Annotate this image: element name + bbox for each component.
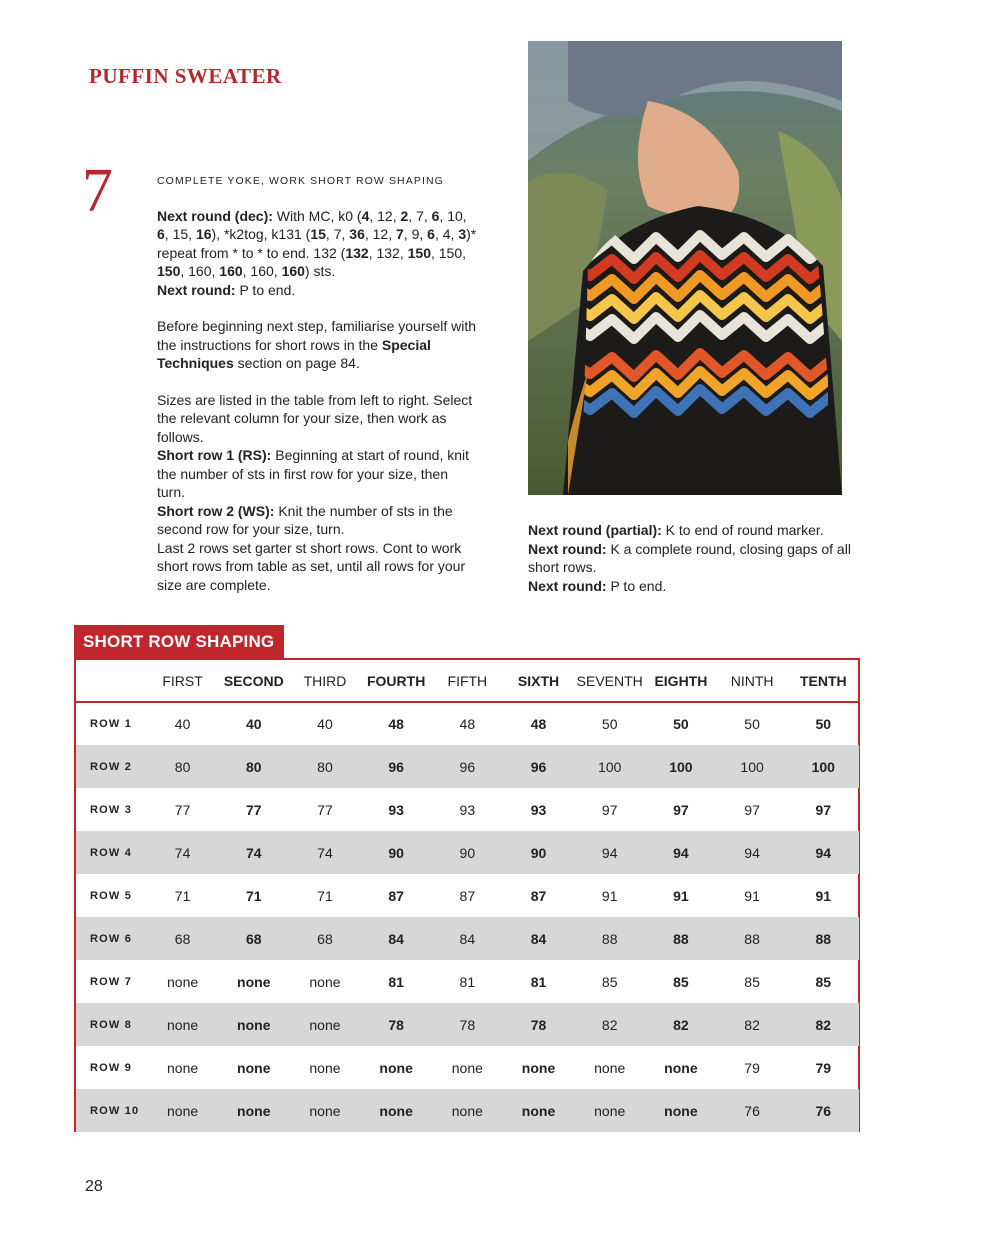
table-cell: 82	[601, 1016, 618, 1033]
page-title: PUFFIN SWEATER	[89, 64, 282, 88]
table-cell: 96	[459, 758, 476, 775]
table-cell: 94	[744, 844, 760, 861]
table-cell: 84	[459, 930, 476, 947]
table-cell: none	[379, 1059, 413, 1076]
short-row-table	[74, 658, 860, 1132]
table-cell: 90	[459, 844, 476, 861]
table-cell: none	[594, 1102, 626, 1119]
special-techniques-ref: Special Techniques	[157, 336, 431, 371]
sizes-paragraph	[157, 391, 477, 595]
table-cell: 50	[744, 716, 760, 732]
dec-text-part: With MC, k0 (	[272, 207, 362, 224]
table-row	[76, 874, 859, 917]
table-cell: none	[237, 973, 271, 990]
dec-text-part: , 7,	[408, 207, 432, 224]
table-cell: 96	[530, 758, 547, 775]
table-cell: 100	[811, 758, 835, 775]
dec-text-part: 132	[345, 244, 369, 261]
table-cell: 88	[744, 930, 760, 947]
table-cell: 81	[388, 973, 404, 990]
corner-cell	[76, 660, 147, 702]
table-cell: 94	[601, 844, 618, 861]
dec-text-part: 6	[157, 226, 165, 242]
table-cell: 97	[744, 801, 760, 818]
table-cell: none	[379, 1102, 413, 1119]
table-cell: none	[237, 1059, 271, 1076]
row-label: ROW 10	[90, 1104, 140, 1117]
table-cell: 40	[317, 716, 333, 732]
row-label: ROW 1	[90, 718, 133, 730]
short-row-table-title: SHORT ROW SHAPING	[74, 625, 284, 658]
table-cell: 78	[388, 1016, 404, 1033]
short-row-1-text: Beginning at start of round, knit the number of sts in first row for your size, then turn.	[157, 447, 470, 500]
table-row	[76, 960, 859, 1003]
table-cell: none	[521, 1059, 556, 1076]
table-cell: 71	[174, 887, 191, 904]
table-cell: 91	[673, 887, 689, 904]
sizes-text: Sizes are listed in the table from left to right. Select the relevant column for your size, then work as follows.	[157, 391, 473, 445]
dec-text-part: , 15,	[164, 226, 196, 242]
dec-text-part: 15	[310, 226, 326, 242]
table-cell: 78	[459, 1016, 476, 1033]
table-row	[76, 702, 859, 745]
column-header: NINTH	[717, 660, 788, 702]
dec-text-part: , 10,	[439, 207, 467, 224]
column-header: FIFTH	[432, 660, 503, 702]
next-round-purl-text: P to end.	[235, 281, 296, 298]
table-cell: 97	[815, 801, 832, 818]
table-row	[76, 788, 859, 831]
table-cell: 80	[174, 758, 191, 775]
table-cell: 100	[669, 758, 693, 775]
short-row-2-text: Knit the number of sts in the second row for your size, turn.	[157, 502, 453, 537]
dec-text-part: , 150,	[430, 244, 467, 261]
table-row	[76, 831, 859, 874]
table-cell: none	[664, 1059, 698, 1076]
table-cell: 88	[815, 930, 832, 947]
table-cell: 81	[459, 973, 476, 990]
dec-text-part: 36	[349, 226, 365, 242]
table-cell: none	[664, 1102, 698, 1119]
table-cell: 79	[815, 1059, 832, 1076]
table-cell: 93	[530, 801, 547, 818]
dec-text-part: 6	[427, 226, 435, 242]
table-cell: none	[309, 973, 341, 990]
table-cell: 68	[317, 930, 333, 947]
table-cell: 79	[744, 1059, 760, 1076]
instructions-column	[157, 172, 477, 612]
dec-text-part: , 160,	[180, 263, 220, 279]
table-row	[76, 1003, 859, 1046]
table-cell: 71	[317, 887, 333, 904]
table-cell: none	[451, 1059, 483, 1076]
table-cell: none	[167, 1059, 199, 1076]
table-cell: 50	[673, 716, 689, 732]
row-label: ROW 7	[90, 975, 133, 988]
table-cell: 74	[245, 844, 262, 861]
dec-text-part: , 4,	[434, 226, 459, 242]
table-cell: 77	[317, 801, 333, 818]
table-cell: none	[594, 1059, 626, 1076]
table-cell: none	[309, 1059, 341, 1076]
next-round-purl-label: Next round:	[157, 281, 236, 298]
dec-text-part: , 7,	[325, 226, 350, 242]
table-cell: 82	[673, 1016, 689, 1033]
table-cell: 88	[673, 930, 689, 947]
table-cell: 96	[388, 758, 404, 775]
table-cell: 87	[388, 887, 404, 904]
dec-text-part: 3	[458, 226, 467, 242]
table-cell: none	[237, 1102, 271, 1119]
row-label: ROW 8	[90, 1018, 133, 1031]
column-header: TENTH	[788, 660, 859, 702]
table-cell: 91	[815, 887, 832, 904]
table-cell: 40	[245, 716, 262, 732]
table-cell: 82	[815, 1016, 832, 1033]
table-row	[76, 1089, 859, 1132]
row-label: ROW 9	[90, 1061, 133, 1074]
sweater-photo	[528, 41, 842, 495]
table-cell: 82	[744, 1016, 760, 1033]
table-cell: none	[521, 1102, 556, 1119]
table-cell: 88	[601, 930, 618, 947]
column-header: FOURTH	[361, 660, 432, 702]
table-cell: 81	[530, 973, 547, 990]
row-label: ROW 4	[90, 846, 133, 859]
dec-text-part: , 132,	[368, 244, 408, 261]
right-notes: Next round (partial): K to end of round marker. Next round: K a complete round, closing gaps of all short rows. Next round: P to end.	[528, 522, 851, 594]
dec-text-part: 150	[407, 244, 431, 261]
table-cell: 78	[530, 1016, 547, 1033]
dec-text-part: 4	[361, 207, 370, 224]
dec-text-part: 160	[281, 263, 305, 279]
dec-text-part: 7	[396, 226, 404, 242]
table-cell: 93	[388, 801, 404, 818]
table-cell: 94	[673, 844, 689, 861]
table-cell: 84	[388, 930, 404, 947]
dec-text-part: 160	[219, 263, 243, 279]
table-cell: 40	[174, 716, 191, 732]
short-row-1-label: Short row 1 (RS):	[157, 447, 272, 463]
row-label: ROW 6	[90, 932, 133, 945]
dec-text-part: 6	[431, 207, 440, 224]
table-cell: 97	[673, 801, 689, 818]
table-cell: none	[451, 1102, 483, 1119]
table-cell: 48	[388, 716, 404, 732]
table-cell: 97	[601, 801, 618, 818]
table-header-row	[76, 660, 859, 702]
table-cell: none	[309, 1016, 341, 1033]
table-cell: 48	[530, 716, 547, 732]
column-header: FIRST	[147, 660, 218, 702]
table-cell: 74	[174, 844, 191, 861]
row-label: ROW 2	[90, 760, 133, 773]
table-cell: 87	[459, 887, 476, 904]
next-round-dec-paragraph	[157, 207, 477, 300]
dec-text-part: 150	[157, 263, 181, 279]
table-row	[76, 745, 859, 788]
table-cell: 80	[245, 758, 262, 775]
table-cell: 68	[174, 930, 191, 947]
last-rows-text: Last 2 rows set garter st short rows. Cont to work short rows from table as set, until all rows for your size are complete.	[157, 539, 466, 593]
dec-text-part: ) sts.	[304, 263, 336, 279]
table-cell: 77	[245, 801, 262, 818]
dec-text-part: 2	[400, 207, 409, 224]
table-row	[76, 1046, 859, 1089]
table-cell: 76	[744, 1102, 760, 1119]
column-header: SIXTH	[503, 660, 574, 702]
table-cell: 91	[744, 887, 760, 904]
table-cell: 91	[601, 887, 618, 904]
table-cell: 93	[459, 801, 476, 818]
row-label: ROW 5	[90, 889, 133, 902]
table-cell: 84	[530, 930, 547, 947]
step-number: 7	[82, 157, 113, 225]
table-cell: 71	[245, 887, 262, 904]
table-cell: none	[237, 1016, 271, 1033]
table-cell: 100	[740, 758, 764, 775]
dec-text-part: , 9,	[403, 226, 428, 242]
column-header: SEVENTH	[574, 660, 645, 702]
table-cell: 100	[598, 758, 622, 775]
table-cell: 50	[815, 716, 832, 732]
dec-text-part: 16	[195, 226, 212, 242]
table-cell: 94	[815, 844, 832, 861]
row-label: ROW 3	[90, 803, 133, 816]
short-row-2-label: Short row 2 (WS):	[157, 502, 275, 519]
dec-text-part: ), *k2tog, k131 (	[211, 226, 311, 242]
column-header: EIGHTH	[645, 660, 716, 702]
column-header: THIRD	[289, 660, 360, 702]
step-heading: COMPLETE YOKE, WORK SHORT ROW SHAPING	[157, 175, 444, 187]
table-body	[76, 702, 859, 1132]
table-cell: 85	[601, 973, 618, 990]
page-number: 28	[85, 1178, 103, 1195]
table-cell: none	[309, 1102, 341, 1119]
table-cell: 87	[530, 887, 547, 904]
next-round-dec-label: Next round (dec):	[157, 207, 273, 224]
table-cell: 85	[673, 973, 689, 990]
table-cell: 76	[815, 1102, 832, 1119]
table-cell: none	[167, 1016, 199, 1033]
table-cell: 50	[601, 716, 618, 732]
dec-text-part: , 12,	[364, 226, 396, 242]
table-cell: none	[167, 973, 199, 990]
dec-text-part: , 160,	[242, 263, 282, 279]
table-cell: 90	[388, 844, 404, 861]
before-beginning-paragraph: Before beginning next step, familiarise yourself with the instructions for short rows in the Special Techniques section on page 84.	[157, 318, 477, 371]
table-cell: 77	[174, 801, 191, 818]
table-cell: 74	[317, 844, 333, 861]
table-cell: 48	[459, 716, 476, 732]
dec-text-part: , 12,	[369, 207, 401, 224]
table-cell: none	[167, 1102, 199, 1119]
dec-text-part: )* repeat from * to * to end. 132 (	[157, 226, 477, 261]
table-cell: 80	[317, 758, 333, 775]
table-cell: 85	[815, 973, 832, 990]
table-cell: 90	[530, 844, 547, 861]
column-header: SECOND	[218, 660, 289, 702]
table-cell: 68	[245, 930, 262, 947]
table-row	[76, 917, 859, 960]
table-cell: 85	[744, 973, 760, 990]
